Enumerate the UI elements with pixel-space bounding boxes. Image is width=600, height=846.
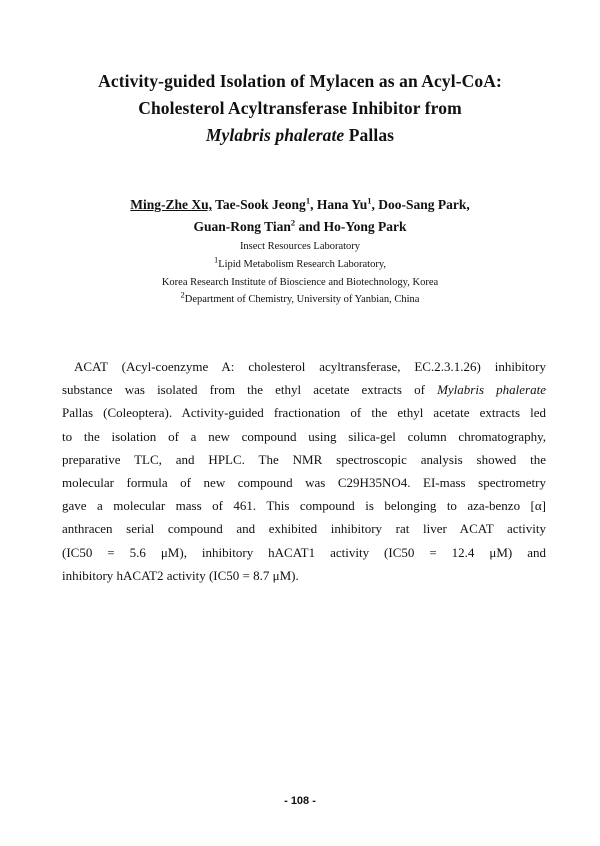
- author-list: [40, 194, 560, 238]
- abstract-line: [62, 378, 546, 401]
- affiliation-1: [40, 256, 560, 274]
- author-2: Tae-Sook Jeong: [212, 197, 306, 212]
- author-5: Guan-Rong Tian: [193, 219, 291, 234]
- author-presenting: Ming-Zhe Xu,: [130, 197, 213, 212]
- affiliation-2-marker: 2: [180, 289, 185, 300]
- abstract-line: (IC50 = 5.6 μM), inhibitory hACAT1 activity (IC50 = 12.4 μM) and: [62, 544, 546, 560]
- affiliation-1-text: Lipid Metabolism Research Laboratory,: [218, 258, 387, 270]
- abstract-line: Pallas (Coleoptera). Activity-guided fractionation of the ethyl acetate extracts led: [62, 405, 546, 421]
- affiliation-2-text: Department of Chemistry, University of Yanbian, China: [184, 294, 420, 306]
- author-3-affil-marker: 1: [367, 195, 372, 206]
- author-3: , Hana Yu: [310, 197, 368, 212]
- abstract-line: to the isolation of a new compound using silica-gel column chromatography,: [62, 428, 546, 444]
- abstract-line: preparative TLC, and HPLC. The NMR spectroscopic analysis showed the: [62, 451, 546, 467]
- affiliation-1-marker: 1: [213, 254, 219, 265]
- abstract-line: ACAT (Acyl-coenzyme A: cholesterol acyltransferase, EC.2.3.1.26) inhibitory: [74, 359, 546, 374]
- abstract-line: molecular formula of new compound was C29H35NO4. EI-mass spectrometry: [62, 475, 546, 491]
- abstract-species-name: Mylabris phalerate: [437, 382, 546, 398]
- title-species-author: Pallas: [344, 125, 395, 145]
- title-line-1: Activity-guided Isolation of Mylacen as an Acyl-CoA:: [98, 71, 502, 91]
- affiliation-list: [40, 238, 560, 309]
- title-line-2: Cholesterol Acyltransferase Inhibitor from: [138, 98, 462, 118]
- author-line-1: [40, 194, 560, 216]
- title-line-3: [40, 122, 560, 149]
- author-2-affil-marker: 1: [305, 195, 311, 206]
- abstract-line: anthracen serial compound and exhibited inhibitory rat liver ACAT activity: [62, 521, 546, 537]
- paper-title: [40, 68, 560, 149]
- abstract-line: inhibitory hACAT2 activity (IC50 = 8.7 μM).: [62, 567, 299, 583]
- abstract-text: substance was isolated from the ethyl acetate extracts of: [62, 382, 438, 398]
- author-line-2: [40, 216, 560, 238]
- affiliation-1-institute: Korea Research Institute of Bioscience and Biotechnology, Korea: [161, 276, 439, 288]
- author-6: and Ho-Yong Park: [295, 219, 407, 234]
- author-5-affil-marker: 2: [290, 217, 296, 228]
- abstract-body: [62, 355, 546, 587]
- affiliation-2: [40, 291, 560, 309]
- page-number: - 108 -: [284, 795, 316, 807]
- author-4: , Doo-Sang Park,: [371, 197, 470, 212]
- abstract-line: gave a molecular mass of 461. This compound is belonging to aza-benzo [α]: [62, 498, 546, 514]
- title-species-name: Mylabris phalerate: [205, 125, 345, 145]
- affiliation-0: Insect Resources Laboratory: [239, 241, 361, 252]
